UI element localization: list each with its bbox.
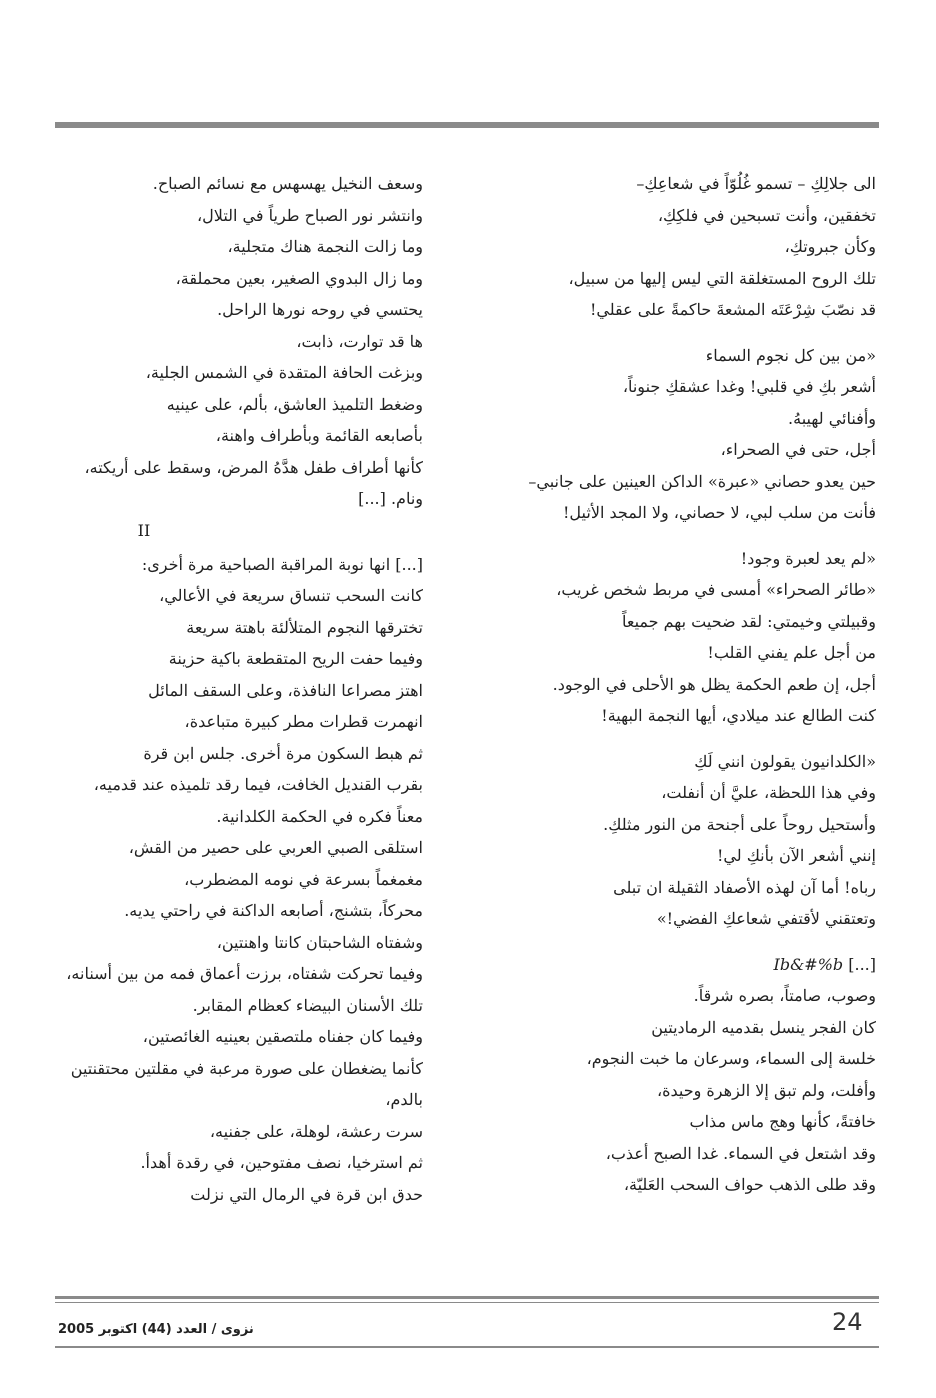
- poem-line: تخفقين، وأنت تسبحين في فلكِكِ،: [657, 205, 876, 225]
- part-2: [55, 549, 423, 1211]
- poem-line: وضغط التلميذ العاشق، بألم، على عينيه: [166, 394, 423, 414]
- stanza-3: [480, 543, 876, 732]
- omission-line: [480, 949, 876, 981]
- bottom-rule: [55, 1296, 879, 1299]
- poem-line: وأفنائي لهيبهُ.: [788, 408, 876, 428]
- page-number: 24: [832, 1308, 863, 1336]
- left-column: [55, 168, 423, 1210]
- ellipsis: [...]: [848, 954, 876, 974]
- poem-line: وتعتقني لأقتفي شعاعكِ الفضي!»: [656, 909, 876, 928]
- poem-line: وما زالت النجمة هناك متجلية،: [227, 237, 423, 256]
- poem-line: من أجل علم يفني القلب!: [707, 643, 876, 662]
- poem-line: وأفلت، ولم تبق إلا الزهرة وحيدة،: [656, 1080, 876, 1100]
- poem-line: كانت السحب تنساق سريعة في الأعالي،: [159, 586, 423, 605]
- poem-line: وسعف النخيل يهسهس مع نسائم الصباح.: [152, 174, 423, 193]
- poem-line: بقرب القنديل الخافت، فيما رقد تلميذه عند قدميه،: [93, 775, 423, 794]
- latin-mark: Ib&#%b: [773, 954, 844, 974]
- poem-line: وقبيلتي وخيمتي: لقد ضحيت بهم جميعاً: [621, 611, 876, 631]
- poem-line: خافتةً، كأنها وهج ماس مذاب: [689, 1112, 876, 1131]
- poem-line: الى جلالِكِ – تسمو غُلُوّاً في شعاعِكِ–: [636, 174, 876, 193]
- poem-line: سرت رعشة، لوهلة، على جفنيه،: [209, 1121, 423, 1141]
- poem-line: تلك الروح المستغلقة التي ليس إليها من سبيل،: [568, 268, 876, 288]
- stanza-1: [480, 168, 876, 326]
- bottom-rule-thin: [55, 1302, 879, 1303]
- poem-line: ثم استرخيا، نصف مفتوحين، في رقدة أهدأ.: [140, 1153, 423, 1172]
- poem-line: وقد طلى الذهب حواف السحب العَليّة،: [623, 1175, 876, 1194]
- stanza-4: [480, 746, 876, 935]
- poem-line: فأنت من سلب لبي، لا حصاني، ولا المجد الأثيل!: [562, 503, 876, 522]
- poem-line: انهمرت قطرات مطر كبيرة متباعدة،: [184, 712, 423, 731]
- poem-line: «من بين كل نجوم السماء: [705, 345, 876, 365]
- stanza-2: [480, 340, 876, 529]
- right-column: [480, 168, 876, 1201]
- issue-info: نزوى / العدد (44) اكتوبر 2005: [58, 1322, 254, 1337]
- poem-line: حين يعدو حصاني «عبرة» الداكن العينين على جانبي–: [528, 471, 876, 491]
- poem-line: محركاً، بتشنج، أصابعه الداكنة في راحتي يديه.: [124, 901, 423, 920]
- poem-line: وصوب، صامتاً، بصره شرقاً.: [693, 986, 876, 1005]
- poem-line: وفيما كان جفناه ملتصقين بعينيه الغائصتين،: [142, 1027, 423, 1046]
- poem-line: وأستحيل روحاً على أجنحة من النور مثلكِ.: [603, 814, 876, 834]
- poem-line: معناً فكره في الحكمة الكلدانية.: [216, 806, 423, 826]
- poem-line: تخترقها النجوم المتلألئة باهتة سريعة: [186, 617, 423, 637]
- poem-line: مغمغماً بسرعة في نومه المضطرب،: [184, 869, 423, 889]
- part-1: [55, 168, 423, 515]
- poem-line: يحتسي في روحه نورها الراحل.: [217, 300, 423, 319]
- poem-line: وفيما حفت الريح المتقطعة باكية حزينة: [168, 649, 423, 668]
- poem-line: حدق ابن قرة في الرمال التي نزلت: [190, 1184, 423, 1204]
- poem-line: كان الفجر ينسل بقدميه الرماديتين: [651, 1017, 876, 1037]
- poem-line: ثم هبط السكون مرة أخرى. جلس ابن قرة: [143, 743, 423, 763]
- poem-line: أجل، إن طعم الحكمة يظل هو الأحلى في الوجود.: [552, 674, 876, 694]
- poem-line: وشفتاه الشاحبتان كانتا واهنتين،: [216, 932, 423, 952]
- poem-line: خلسة إلى السماء، وسرعان ما خبت النجوم،: [586, 1049, 876, 1068]
- poem-line: وانتشر نور الصباح طرياً في التلال،: [196, 205, 423, 225]
- poem-line: «الكلدانيون يقولون انني لَكِ: [694, 751, 876, 771]
- stanza-5: [480, 980, 876, 1201]
- poem-line: ها قد توارت، ذابت،: [296, 331, 423, 351]
- poem-line: وكأن جبروتكِ،: [784, 237, 876, 256]
- top-rule: [55, 122, 879, 128]
- poem-line: وفيما تحركت شفتاه، برزت أعماق فمه من بين أسنانه،: [66, 964, 423, 983]
- poem-line: كأنما يضغطان على صورة مرعبة في مقلتين محتقنتين: [70, 1058, 423, 1078]
- poem-line: وبزغت الحافة المتقدة في الشمس الجلية،: [145, 363, 423, 382]
- poem-line: ونام. [...]: [358, 489, 423, 508]
- poem-line: وما زال البدوي الصغير، بعين محملقة،: [175, 268, 423, 288]
- footer-rule: [55, 1346, 879, 1348]
- poem-line: وقد اشتعل في السماء. غدا الصبح أعذب،: [605, 1143, 876, 1163]
- poem-line: أجل، حتى في الصحراء،: [720, 440, 876, 459]
- poem-line: «طائر الصحراء» أمسى في مربط شخص غريب،: [556, 580, 876, 599]
- poem-line: قد نصّبَ شِرْعَتَه المشعةَ حاكمةً على عقلي!: [589, 300, 876, 319]
- poem-line: كأنها أطراف طفل هدَّهُ المرض، وسقط على أريكته،: [84, 457, 423, 477]
- poem-line: «لم يعد لعبرة وجود!: [740, 548, 876, 568]
- poem-line: اهتز مصراعا النافذة، وعلى السقف المائل: [148, 680, 423, 700]
- poem-line: بالدم،: [385, 1090, 423, 1109]
- poem-line: [...] انها نوبة المراقبة الصباحية مرة أخرى:: [141, 554, 423, 574]
- poem-line: إنني أشعر الآن بأنكِ لي!: [716, 846, 876, 865]
- poem-line: بأصابعه القائمة وبأطراف واهنة،: [215, 426, 423, 445]
- poem-line: استلقى الصبي العربي على حصير من القش،: [128, 838, 423, 857]
- poem-line: رباه! أما آن لهذه الأصفاد الثقيلة ان تبلى: [613, 877, 876, 897]
- poem-line: وفي هذا اللحظة، عليَّ أن أنفلت،: [661, 783, 876, 802]
- poem-line: أشعر بكِ في قلبي! وغدا عشقكِ جنوناً،: [622, 377, 876, 396]
- section-mark: II: [137, 520, 151, 540]
- poem-line: تلك الأسنان البيضاء كعظام المقابر.: [192, 995, 423, 1015]
- poem-line: كنت الطالع عند ميلادي، أيها النجمة البهية!: [601, 706, 876, 725]
